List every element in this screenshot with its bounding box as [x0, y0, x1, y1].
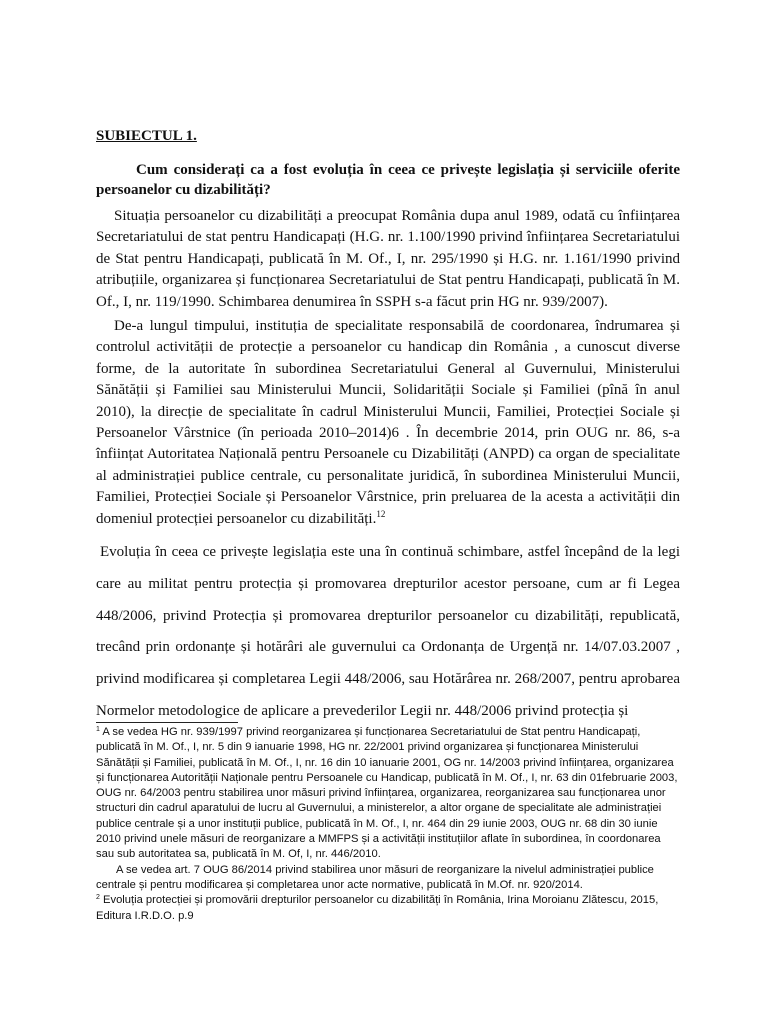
body-paragraph-3: Evoluția în ceea ce privește legislația este una în continuă schimbare, astfel începând de la legi care au militat pentru protecția și promovarea drepturilor acestor persoane, cum ar fi Legea 448/2006, privind Protecția și promovarea drepturilor persoanelor cu dizabilități, republicată, trecând prin ordonanțe și hotărâri ale guvernului ca Ordonanța de Urgență nr. 14/07.03.2007 , privind modificarea și completarea Legii 448/2006, sau Hotărârea nr. 268/2007, pentru aprobarea Normelor metodologice de aplicare a prevederilor Legii nr. 448/2006 privind protecția și: [96, 544, 680, 719]
document-page: [96, 0, 680, 1024]
footnote-1: [96, 725, 680, 863]
footnote-1-text: A se vedea HG nr. 939/1997 privind reorganizarea și funcționarea Secretariatului de Stat pentru Handicapați, publicată în M. Of., I, nr. 5 din 9 ianuarie 1998, HG nr. 22/2001 privind organizarea și funcționarea Ministerului Sănătății și Familiei, publicată în M. Of., I, nr. 16 din 10 ianuarie 2001, OG nr. 14/2003 privind înființarea, organizarea și funcționarea Autorității Naționale pentru Persoanele cu Handicap, publicată în M. Of., I, nr. 63 din 01februarie 2003, OUG nr. 64/2003 pentru stabilirea unor măsuri privind înființarea, organizarea, reorganizarea sau funcționarea unor structuri din cadrul aparatului de lucru al Guvernului, a ministerelor, a altor organe de specialitate ale administrației publice centrale și a unor instituții publice, publicată în M. Of., I, nr. 464 din 29 iunie 2003, OUG nr. 68 din 30 iunie 2010 privind unele măsuri de reorganizare a MMFPS și a activității instituțiilor aflate în subordinea, în coordonarea sau sub autoritatea sa, publicată în M. Of, I, nr. 446/2010.: [96, 726, 678, 861]
footnote-2-text: Evoluția protecției și promovării drepturilor persoanelor cu dizabilități în România, Irina Moroianu Zlătescu, 2015, Editura I.R.D.O. p.9: [96, 894, 659, 922]
footnote-2-mark: 2: [96, 894, 100, 902]
footnote-1-continuation: [96, 863, 680, 894]
footnote-1-mark: 1: [96, 726, 100, 733]
footnote-reference: 12: [376, 508, 386, 519]
body-paragraph-2-text: De-a lungul timpului, instituția de specialitate responsabilă de coordonarea, îndrumarea și controlul activității de protecție a persoanelor cu handicap din România , a cunoscut diverse forme, de la autoritate în subordinea Secretariatului General al Guvernului, Ministerului Sănătății și Familiei sau Ministerului Muncii, Solidarității Sociale și Familiei (pînă în anul 2010), la direcție de specialitate în cadrul Ministerului Muncii, Familiei, Protecției Sociale și Persoanelor Vârstnice (în perioada 2010–2014)6 . În decembrie 2014, prin OUG nr. 86, s-a înființat Autoritatea Națională pentru Persoanele cu Dizabilități (ANPD) ca organ de specialitate al administrației publice centrale, cu personalitate juridică, în subordinea Ministerului Muncii, Familiei, Protecției Sociale și Persoanelor Vârstnice, prin preluarea de la acesta a activității din domeniul protecției persoanelor cu dizabilități.: [96, 318, 680, 527]
subject-question: Cum considerați ca a fost evoluția în ceea ce privește legislația și serviciile oferite persoanelor cu dizabilități?: [96, 162, 680, 198]
footnote-separator: [96, 722, 238, 723]
body-paragraph-2: [96, 316, 680, 530]
footnote-2: [96, 893, 680, 924]
footnotes: [96, 725, 680, 924]
subject-heading: SUBIECTUL 1.: [96, 128, 197, 144]
footnote-1-continuation-text: A se vedea art. 7 OUG 86/2014 privind stabilirea unor măsuri de reorganizare la nivelul administrației publice centrale și pentru modificarea și completarea unor acte normative, publicată în M.Of. nr. 920/2014.: [96, 863, 654, 891]
body-paragraph-1: Situația persoanelor cu dizabilități a preocupat România dupa anul 1989, odată cu înființarea Secretariatului de stat pentru Handicapați (H.G. nr. 1.100/1990 privind înființarea Secretariatului de Stat pentru Handicapați, publicată în M. Of., I, nr. 295/1990 și H.G. nr. 1.161/1990 privind atribuțiile, organizarea și funcționarea Secretariatului de Stat pentru Handicapați, publicată în M. Of., I, nr. 119/1990. Schimbarea denumirea în SSPH s-a făcut prin HG nr. 939/2007).: [96, 208, 680, 310]
